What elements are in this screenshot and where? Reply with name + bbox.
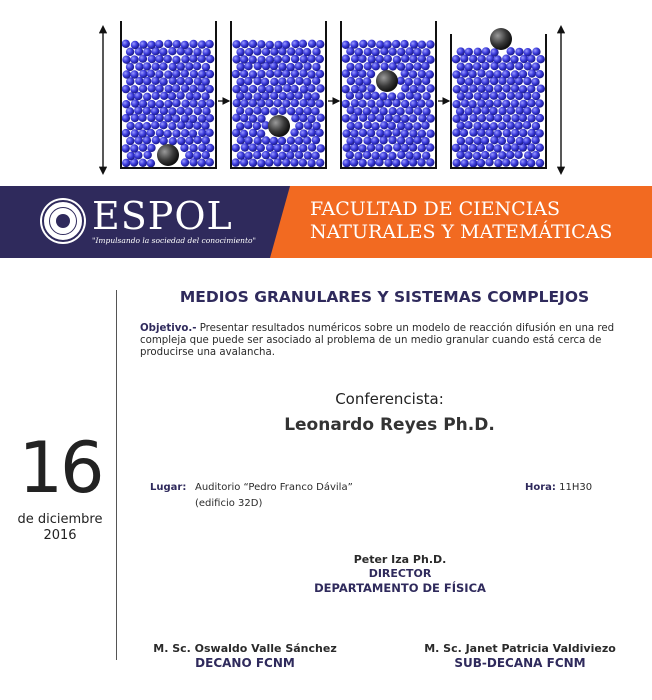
banner-left bbox=[0, 186, 290, 258]
lugar-label: Lugar: bbox=[150, 482, 187, 493]
director-signature bbox=[250, 553, 550, 595]
intruder-ball bbox=[490, 28, 512, 50]
faculty-line-1: FACULTAD DE CIENCIAS bbox=[310, 198, 560, 220]
intruder-ball bbox=[268, 115, 290, 137]
subdecana-signature bbox=[400, 642, 640, 670]
objective-paragraph bbox=[140, 323, 628, 359]
espol-tagline: "Impulsando la sociedad del conocimiento" bbox=[92, 236, 256, 245]
container-3 bbox=[341, 21, 436, 168]
lugar-line-2: (edificio 32D) bbox=[195, 498, 263, 509]
hora bbox=[525, 482, 592, 493]
objective-text: Presentar resultados numéricos sobre un modelo de reacción difusión en una red compleja que puede ser asociado al problema de un medio granular cuando está cerca de producirse una avalancha. bbox=[140, 323, 615, 358]
date-year: 2016 bbox=[43, 528, 77, 543]
granular-illustration bbox=[0, 0, 652, 186]
decano-signature bbox=[120, 642, 370, 670]
intruder-ball bbox=[376, 70, 398, 92]
container-4 bbox=[451, 28, 546, 168]
espol-logo-text: ESPOL bbox=[92, 194, 233, 238]
faculty-line-2: NATURALES Y MATEMÁTICAS bbox=[310, 221, 613, 243]
subdecana-name: M. Sc. Janet Patricia Valdiviezo bbox=[424, 642, 616, 655]
divider bbox=[116, 290, 117, 660]
decano-name: M. Sc. Oswaldo Valle Sánchez bbox=[153, 642, 337, 655]
event-title: MEDIOS GRANULARES Y SISTEMAS COMPLEJOS bbox=[179, 288, 590, 306]
intruder-ball bbox=[157, 144, 179, 166]
decano-role: DECANO FCNM bbox=[195, 656, 295, 670]
hora-value: 11H30 bbox=[555, 482, 593, 493]
objective-label: Objetivo.- bbox=[140, 323, 197, 334]
subdecana-role: SUB-DECANA FCNM bbox=[454, 656, 586, 670]
speaker-name: Leonardo Reyes Ph.D. bbox=[284, 415, 495, 435]
director-name: Peter Iza Ph.D. bbox=[353, 553, 447, 566]
hora-label: Hora: bbox=[525, 482, 556, 493]
director-department: DEPARTAMENTO DE FÍSICA bbox=[314, 581, 486, 595]
speaker-label: Conferencista: bbox=[335, 390, 444, 408]
faculty-name bbox=[310, 198, 612, 244]
container-1 bbox=[121, 21, 216, 168]
director-role: DIRECTOR bbox=[368, 567, 432, 580]
container-2 bbox=[231, 21, 326, 168]
espol-seal-icon bbox=[42, 200, 84, 242]
date-month: de diciembre bbox=[17, 512, 103, 527]
date-day: 16 bbox=[18, 427, 102, 509]
banner bbox=[0, 186, 652, 258]
lugar-line-1: Auditorio “Pedro Franco Dávila” bbox=[195, 482, 353, 493]
